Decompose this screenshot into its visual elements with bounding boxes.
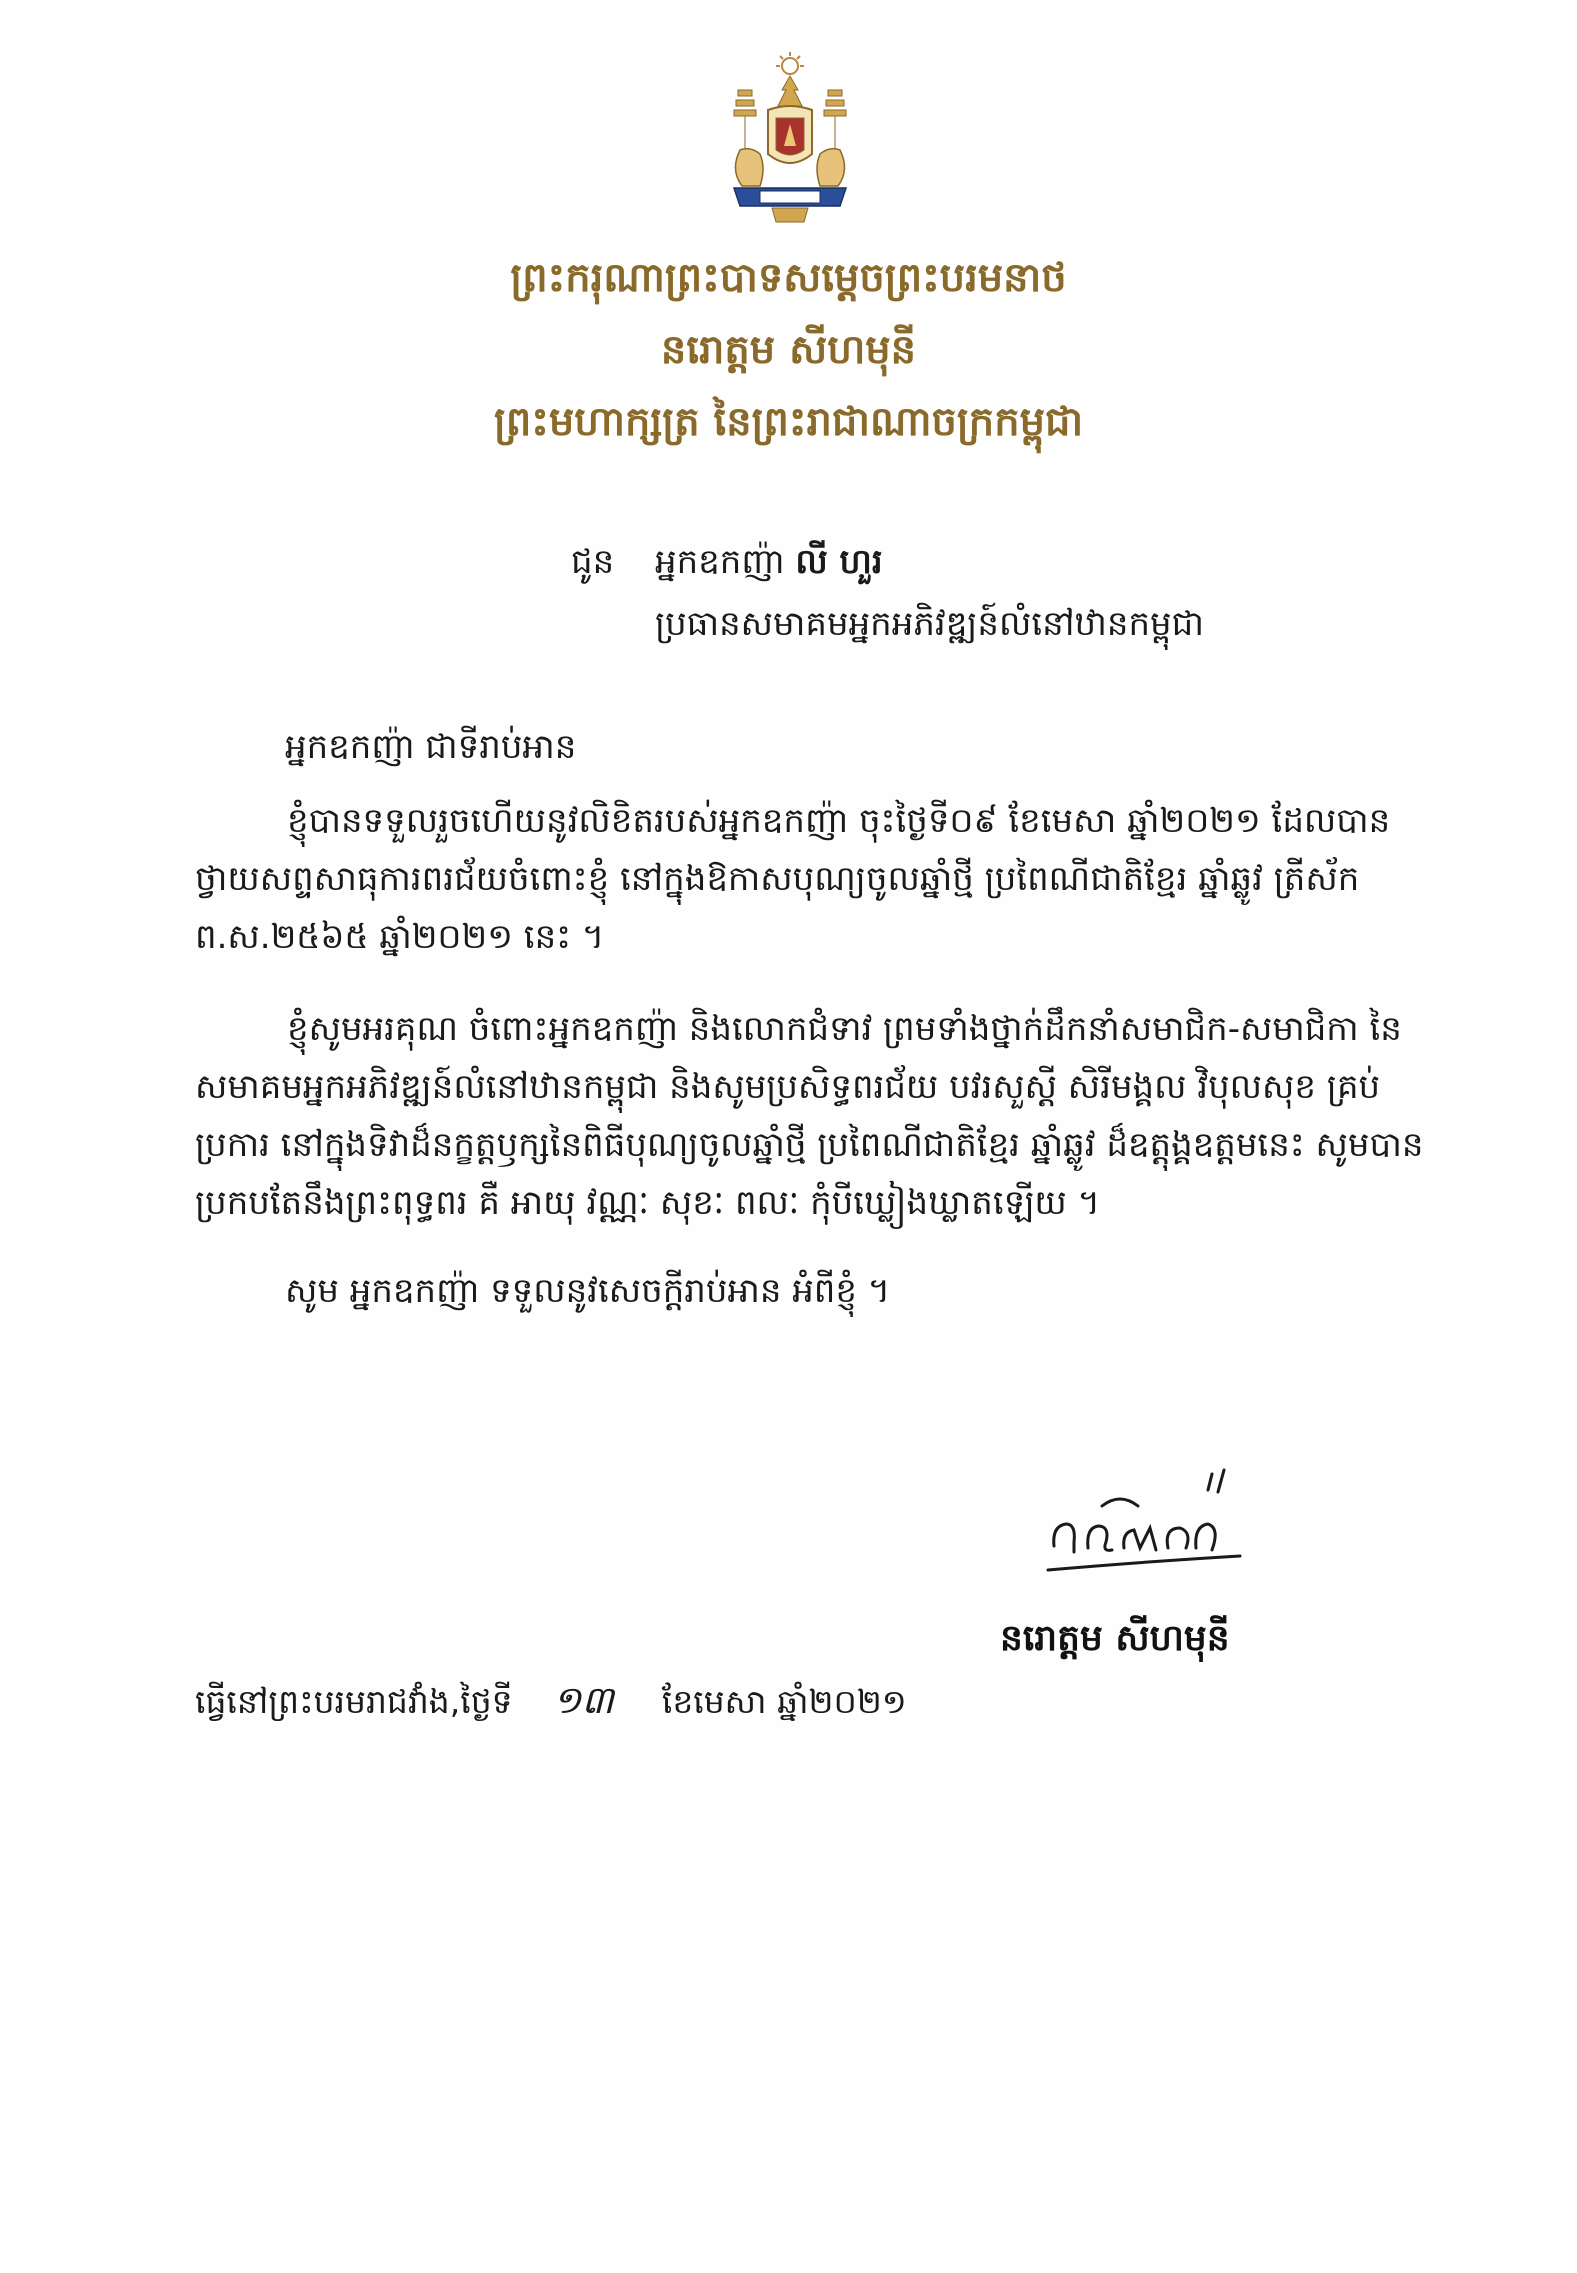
date-month-year: ខែមេសា ឆ្នាំ២០២១ <box>661 1682 907 1721</box>
header-royal-title: ព្រះករុណាព្រះបាទសម្តេចព្រះបរមនាថ <box>510 254 1067 301</box>
letter-paragraph-1: ខ្ញុំបានទទួលរួចហើយនូវលិខិតរបស់អ្នកឧកញ៉ា ចុះថ្ងៃទី០៩ ខែមេសា ឆ្នាំ២០២១ ដែលបានថ្វាយសព្ទសាធុការពរជ័យចំពោះខ្ញុំ នៅក្នុងឱកាសបុណ្យចូលឆ្នាំថ្មី ប្រពៃណីជាតិខ្មែរ ឆ្នាំឆ្លូវ ត្រីស័ក ព.ស.២៥៦៥ ឆ្នាំ២០២១ នេះ ។ <box>195 801 1391 957</box>
signer-name: នរោត្តម សីហមុនី <box>1000 1617 1230 1659</box>
place-and-date <box>195 1676 907 1726</box>
recipient-name: លី ហួរ <box>795 542 883 582</box>
date-day: ១៣ <box>552 1678 614 1722</box>
handwritten-signature <box>1040 1462 1250 1582</box>
recipient-title: ប្រធានសមាគមអ្នកអភិវឌ្ឍន៍លំនៅឋានកម្ពុជា <box>655 604 1205 644</box>
recipient-to-label: ជូន <box>571 542 615 582</box>
letter-closing: សូម អ្នកឧកញ៉ា ទទួលនូវសេចក្តីរាប់អាន អំពីខ្ញុំ ។ <box>285 1271 891 1311</box>
place-prefix: ធ្វើនៅព្រះបរមរាជវាំង,ថ្ងៃទី <box>195 1682 513 1721</box>
royal-coat-of-arms-icon <box>720 50 860 230</box>
recipient-honorific: អ្នកឧកញ៉ា <box>655 542 785 582</box>
letter-paragraph-2: ខ្ញុំសូមអរគុណ ចំពោះអ្នកឧកញ៉ា និងលោកជំទាវ ព្រមទាំងថ្នាក់ដឹកនាំសមាជិក-សមាជិកា នៃសមាគមអ្នកអភិវឌ្ឍន៍លំនៅឋានកម្ពុជា និងសូមប្រសិទ្ធពរជ័យ បវរសួស្តី សិរីមង្គល វិបុលសុខ គ្រប់ប្រការ នៅក្នុងទិវាដ៏នក្ខត្តឫក្សនៃពិធីបុណ្យចូលឆ្នាំថ្មី ប្រពៃណីជាតិខ្មែរ ឆ្នាំឆ្លូវ ដ៏ឧត្តុង្គឧត្តមនេះ សូមបានប្រកបតែនឹងព្រះពុទ្ធពរ គឺ អាយុ វណ្ណៈ សុខៈ ពលៈ កុំបីឃ្លៀងឃ្លាតឡើយ ។ <box>195 1009 1424 1223</box>
header-king-name: នរោត្តម សីហមុនី <box>660 326 917 373</box>
header-kingdom-title: ព្រះមហាក្សត្រ នៃព្រះរាជាណាចក្រកម្ពុជា <box>493 398 1084 445</box>
letter-salutation: អ្នកឧកញ៉ា ជាទីរាប់អាន <box>285 727 577 767</box>
recipient-name-line <box>655 538 883 586</box>
